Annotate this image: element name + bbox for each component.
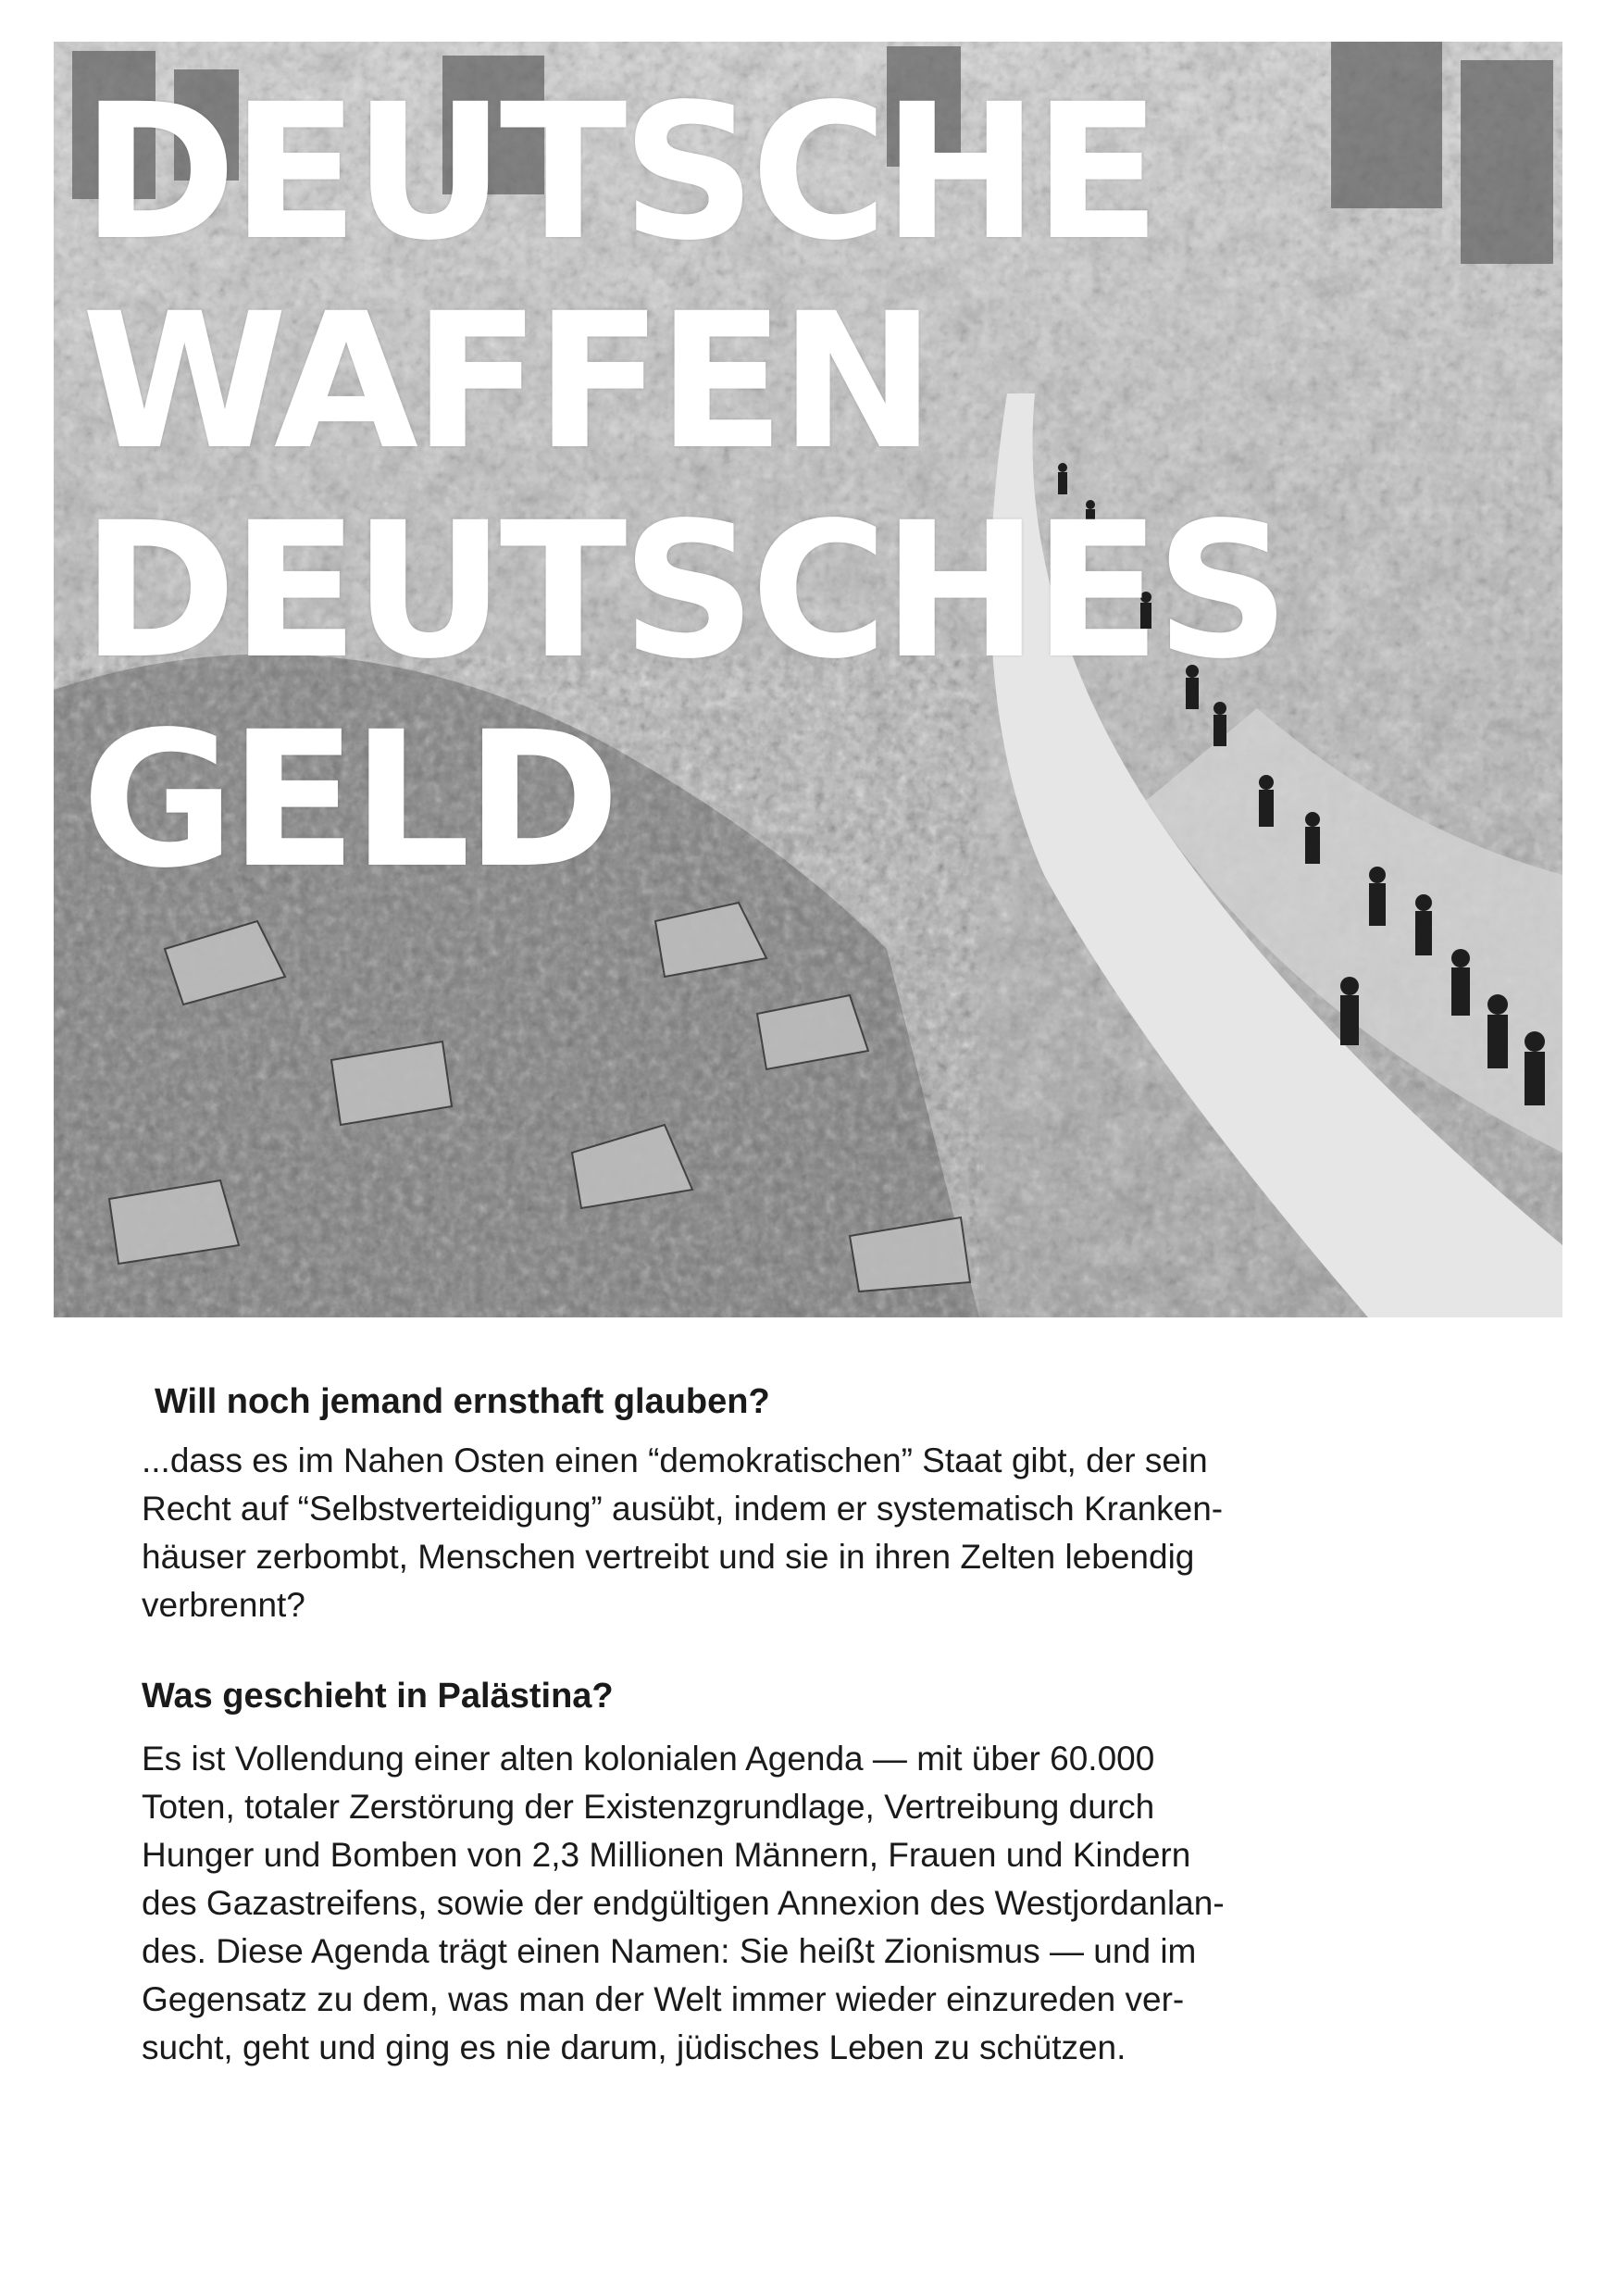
section1-line: verbrennt?: [142, 1586, 305, 1624]
section2-heading: Was geschieht in Palästina?: [142, 1677, 614, 1716]
headline-line-1: DEUTSCHE: [81, 63, 1156, 281]
section1-line: ...dass es im Nahen Osten einen “demokratischen” Staat gibt, der sein: [142, 1441, 1208, 1479]
section2-line: Es ist Vollendung einer alten kolonialen Agenda — mit über 60.000: [142, 1740, 1155, 1778]
headline-line-2: WAFFEN: [81, 272, 931, 491]
section1-heading: Will noch jemand ernsthaft glauben?: [155, 1382, 770, 1421]
section2-line: des. Diese Agenda trägt einen Namen: Sie heißt Zionismus — und im: [142, 1932, 1197, 1970]
headline-line-3: DEUTSCHES: [81, 481, 1285, 700]
section2-line: Gegensatz zu dem, was man der Welt immer wieder einzureden ver-: [142, 1980, 1185, 2018]
section2-line: Toten, totaler Zerstörung der Existenzgrundlage, Vertreibung durch: [142, 1788, 1155, 1826]
section2-line: Hunger und Bomben von 2,3 Millionen Männern, Frauen und Kindern: [142, 1836, 1191, 1874]
section1-paragraph: [142, 1437, 1475, 1629]
headline-line-4: GELD: [81, 691, 616, 909]
section1-line: häuser zerbombt, Menschen vertreibt und sie in ihren Zelten lebendig: [142, 1538, 1195, 1576]
section2-paragraph: [142, 1735, 1475, 2072]
section2-line: sucht, geht und ging es nie darum, jüdisches Leben zu schützen.: [142, 2028, 1126, 2066]
section1-line: Recht auf “Selbstverteidigung” ausübt, indem er systematisch Kranken-: [142, 1490, 1224, 1528]
article-body: [142, 1379, 1475, 2072]
section2-line: des Gazastreifens, sowie der endgültigen Annexion des Westjordanlan-: [142, 1884, 1225, 1922]
hero-photo: [54, 42, 1562, 1317]
headline: [81, 63, 1285, 909]
